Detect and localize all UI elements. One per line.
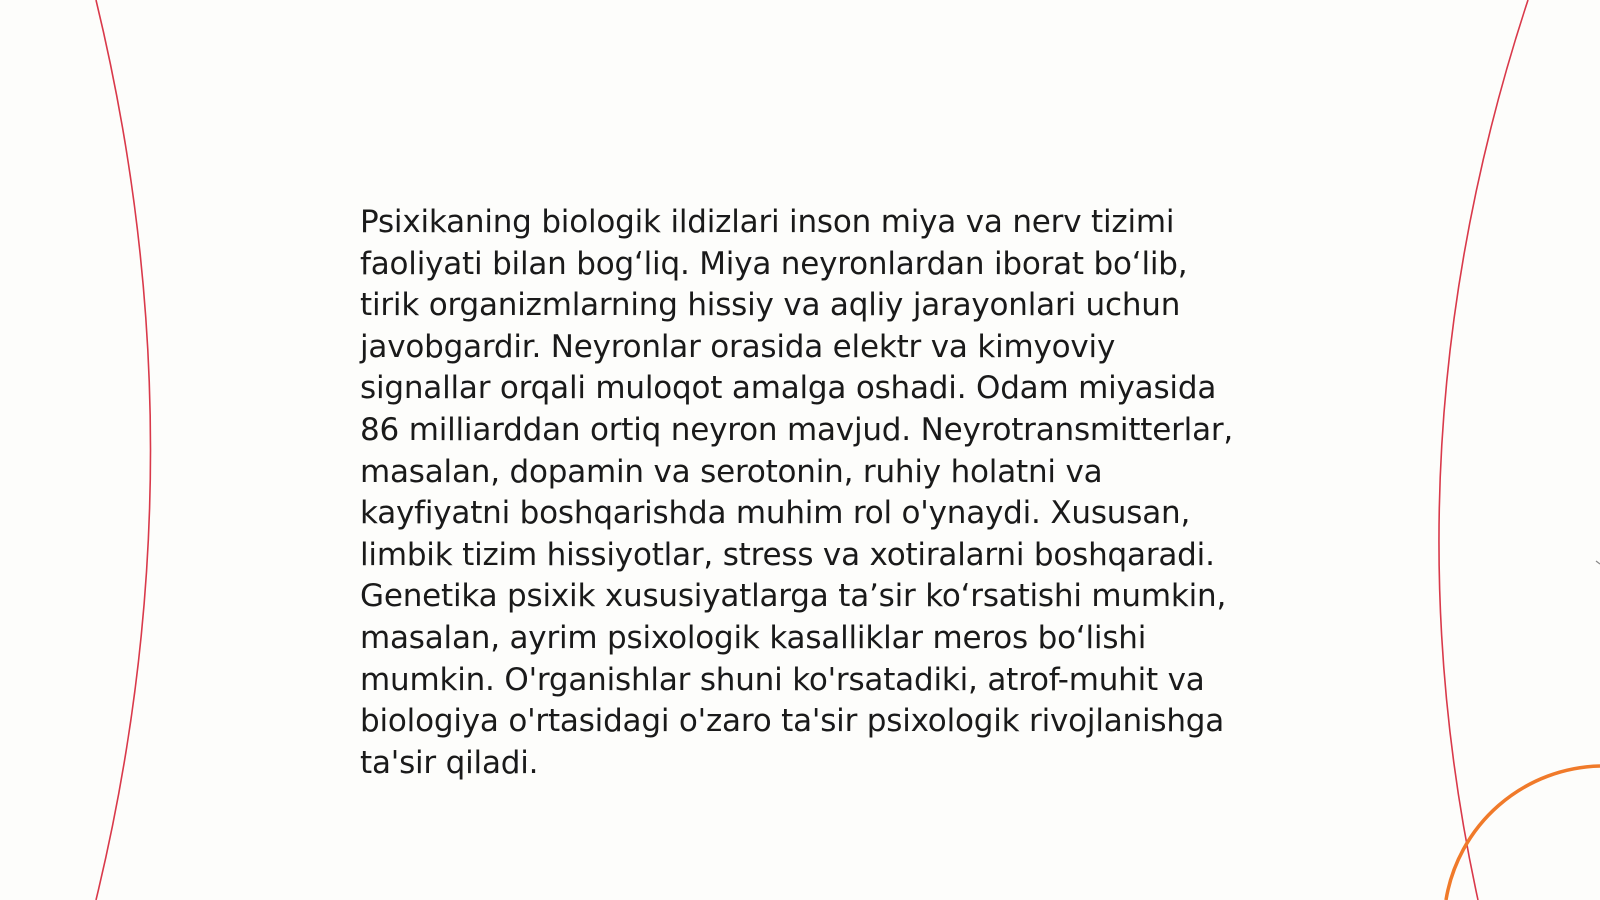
right-edge-tick	[1596, 561, 1600, 564]
bottom-right-orange-arc	[1446, 766, 1600, 900]
left-red-curve	[96, 0, 151, 900]
body-paragraph: Psixikaning biologik ildizlari inson miya va nerv tizimi faoliyati bilan bog‘liq. Miya neyronlardan iborat bo‘lib, tirik organizmlarning hissiy va aqliy jarayonlari uchun javobgardir. Neyronlar orasida elektr va kimyoviy signallar orqali muloqot amalga oshadi. Odam miyasida 86 milliarddan ortiq neyron mavjud. Neyrotransmitterlar, masalan, dopamin va serotonin, ruhiy holatni va kayfiyatni boshqarishda muhim rol o'ynaydi. Xususan, limbik tizim hissiyotlar, stress va xotiralarni boshqaradi. Genetika psixik xususiyatlarga ta’sir ko‘rsatishi mumkin, masalan, ayrim psixologik kasalliklar meros bo‘lishi mumkin. O'rganishlar shuni ko'rsatadiki, atrof-muhit va biologiya o'rtasidagi o'zaro ta'sir psixologik rivojlanishga ta'sir qiladi.	[360, 204, 1234, 781]
right-red-curve	[1439, 0, 1528, 900]
